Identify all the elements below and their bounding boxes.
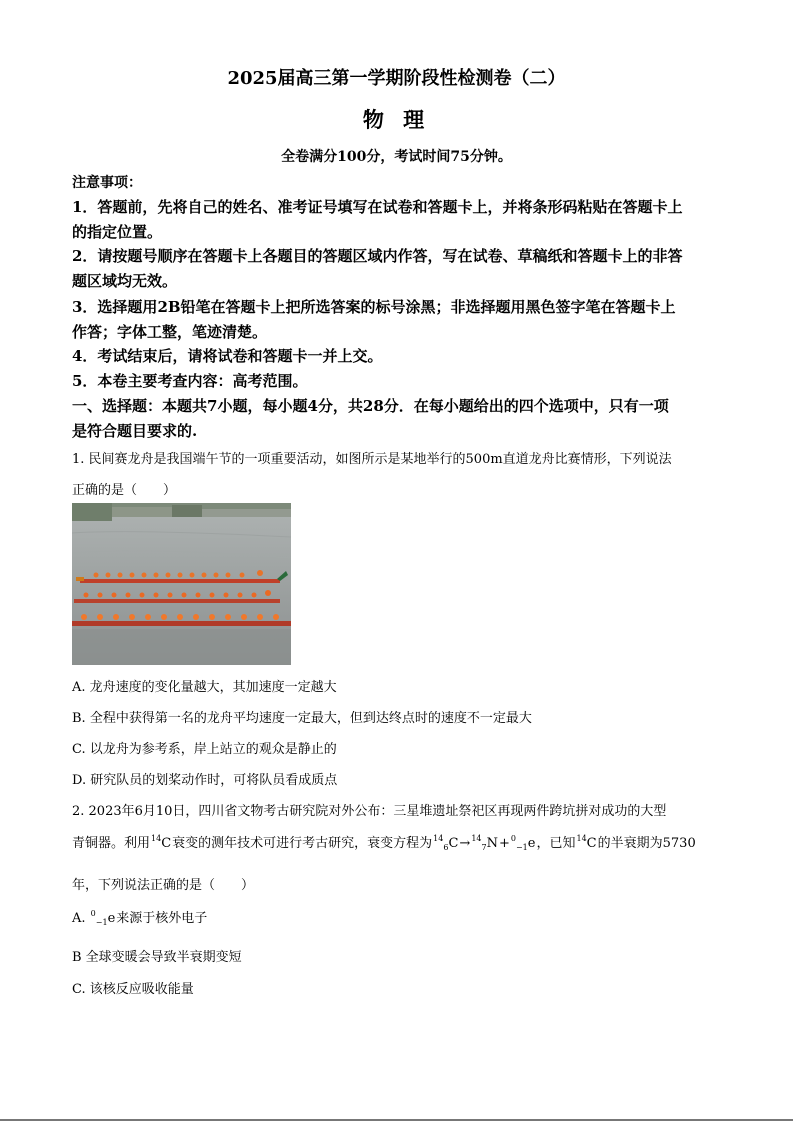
note-line: 1．答题前，先将自己的姓名、准考证号填写在试卷和答题卡上，并将条形码粘贴在答题卡上 — [72, 198, 683, 216]
q2-text: 青铜器。利用 — [72, 836, 151, 851]
q2-stem: 2. 2023年6月10日，四川省文物考古研究院对外公布：三星堆遗址祭祀区再现两件跨坑拼对成功的大型 — [72, 804, 667, 819]
reaction-arrow: → — [459, 836, 471, 851]
q1-option-d: D. 研究队员的划桨动作时，可将队员看成质点 — [72, 773, 338, 788]
q2-option-c: C. 该核反应吸收能量 — [72, 982, 194, 997]
q2-option-b: B 全球变暖会导致半衰期变短 — [72, 950, 242, 965]
q2-text: 的半衰期为5730 — [597, 836, 696, 851]
c14-nuclide: $^{14}$C — [151, 834, 172, 851]
note-line: 4．考试结束后，请将试卷和答题卡一并上交。 — [72, 347, 383, 365]
exam-info: 全卷满分100分，考试时间75分钟。 — [281, 149, 512, 165]
q2-stem-cont — [72, 832, 696, 852]
c14-nuclide-eq: $^{14}_6$C — [433, 834, 459, 852]
note-line: 3．选择题用2B铅笔在答题卡上把所选答案的标号涂黑；非选择题用黑色签字笔在答题卡上 — [72, 298, 676, 316]
q2-option-a: A. $^0_{-1}$e来源于核外电子 — [72, 909, 208, 927]
q1-option-b: B. 全程中获得第一名的龙舟平均速度一定最大，但到达终点时的速度不一定最大 — [72, 711, 532, 726]
c14-nuclide: $^{14}$C — [576, 834, 597, 851]
note-line: 题区域均无效。 — [72, 272, 178, 290]
electron-symbol: $^0_{-1}$e — [510, 834, 536, 852]
note-line: 作答；字体工整，笔迹清楚。 — [72, 323, 268, 341]
electron-symbol: $^0_{-1}$e — [90, 909, 116, 927]
exam-title: 2025届高三第一学期阶段性检测卷（二） — [227, 68, 566, 89]
q2-text: 衰变的测年技术可进行考古研究，衰变方程为 — [172, 836, 433, 851]
q2-text: ，已知 — [536, 836, 576, 851]
notes-heading: 注意事项： — [72, 175, 142, 191]
plus-sign: + — [498, 836, 510, 851]
q1-option-a: A. 龙舟速度的变化量越大，其加速度一定越大 — [72, 680, 337, 695]
section-heading: 一、选择题：本题共7小题，每小题4分，共28分．在每小题给出的四个选项中，只有一项 — [72, 397, 669, 415]
q1-stem: 1. 民间赛龙舟是我国端午节的一项重要活动，如图所示是某地举行的500m直道龙舟比赛情形，下列说法 — [72, 452, 672, 467]
subject-title: 物 理 — [362, 107, 431, 132]
dragon-boat-photo — [72, 503, 291, 665]
note-line: 的指定位置。 — [72, 223, 163, 241]
section-heading-cont: 是符合题目要求的. — [72, 422, 198, 440]
note-line: 5．本卷主要考查内容：高考范围。 — [72, 372, 308, 390]
q2-stem-end: 年，下列说法正确的是（ ） — [72, 878, 255, 893]
q1-stem-cont: 正确的是（ ） — [72, 483, 177, 498]
page-bottom-rule — [0, 1119, 793, 1121]
note-line: 2．请按题号顺序在答题卡上各题目的答题区域内作答，写在试卷、草稿纸和答题卡上的非答 — [72, 247, 683, 265]
n14-nuclide: $^{14}_7$N — [471, 834, 498, 852]
q1-option-c: C. 以龙舟为参考系，岸上站立的观众是静止的 — [72, 742, 337, 757]
